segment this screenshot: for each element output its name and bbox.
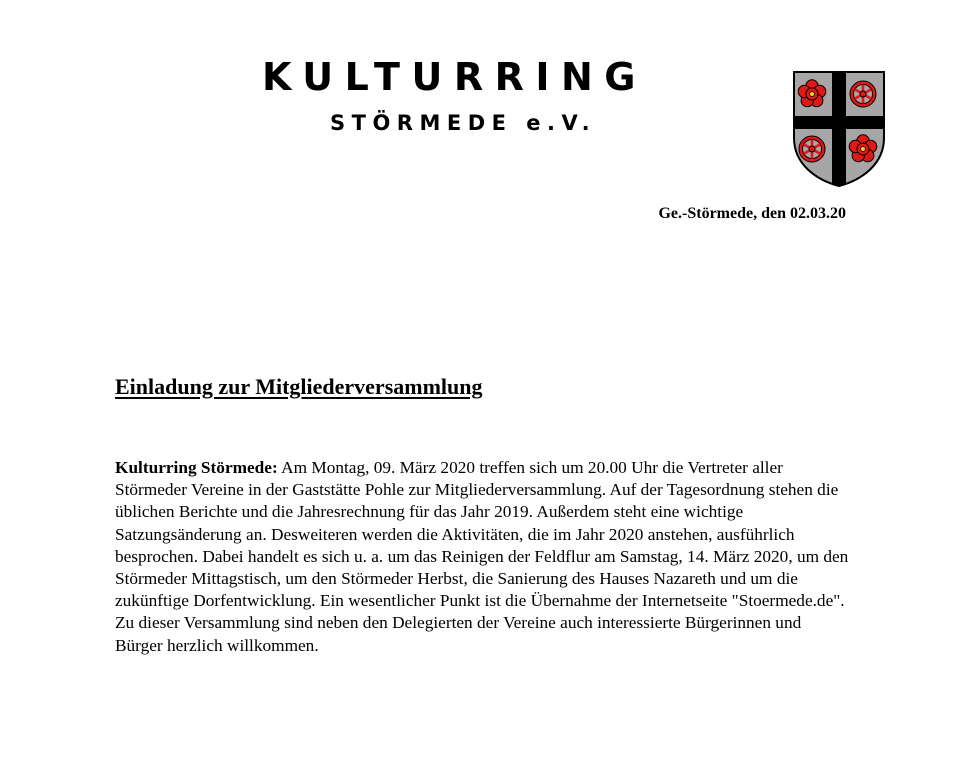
letter-heading: Einladung zur Mitgliederversammlung (115, 374, 483, 399)
org-name: KULTURRING (262, 55, 647, 99)
org-subtitle: STÖRMEDE e.V. (330, 111, 597, 135)
wheel-icon (850, 81, 876, 107)
place-and-date: Ge.-Störmede, den 02.03.20 (658, 205, 846, 222)
wheel-icon (799, 136, 825, 162)
letter-body (115, 457, 850, 657)
letter-lead: Kulturring Störmede: (115, 458, 278, 477)
coat-of-arms-icon (792, 70, 886, 188)
letter-body-text: Am Montag, 09. März 2020 treffen sich um 20.00 Uhr die Vertreter aller Störmeder Vereine in der Gaststätte Pohle zur Mitgliederversammlung. Auf der Tagesordnung stehen die üblichen Berichte und die Jahresrechnung für das Jahr 2019. Außerdem steht eine wichtige Satzungsänderung an. Desweiteren werden die Aktivitäten, die im Jahr 2020 anstehen, ausführlich besprochen. Dabei handelt es sich u. a. um das Reinigen der Feldflur am Samstag, 14. März 2020, um den Störmeder Mittagstisch, um den Störmeder Herbst, die Sanierung des Hauses Nazareth und um die zukünftige Dorfentwicklung. Ein wesentlicher Punkt ist die Übernahme der Internetseite "Stoermede.de". Zu dieser Versammlung sind neben den Delegierten der Vereine auch interessierte Bürgerinnen und Bürger herzlich willkommen. (115, 458, 849, 655)
cross-horizontal (792, 116, 886, 129)
